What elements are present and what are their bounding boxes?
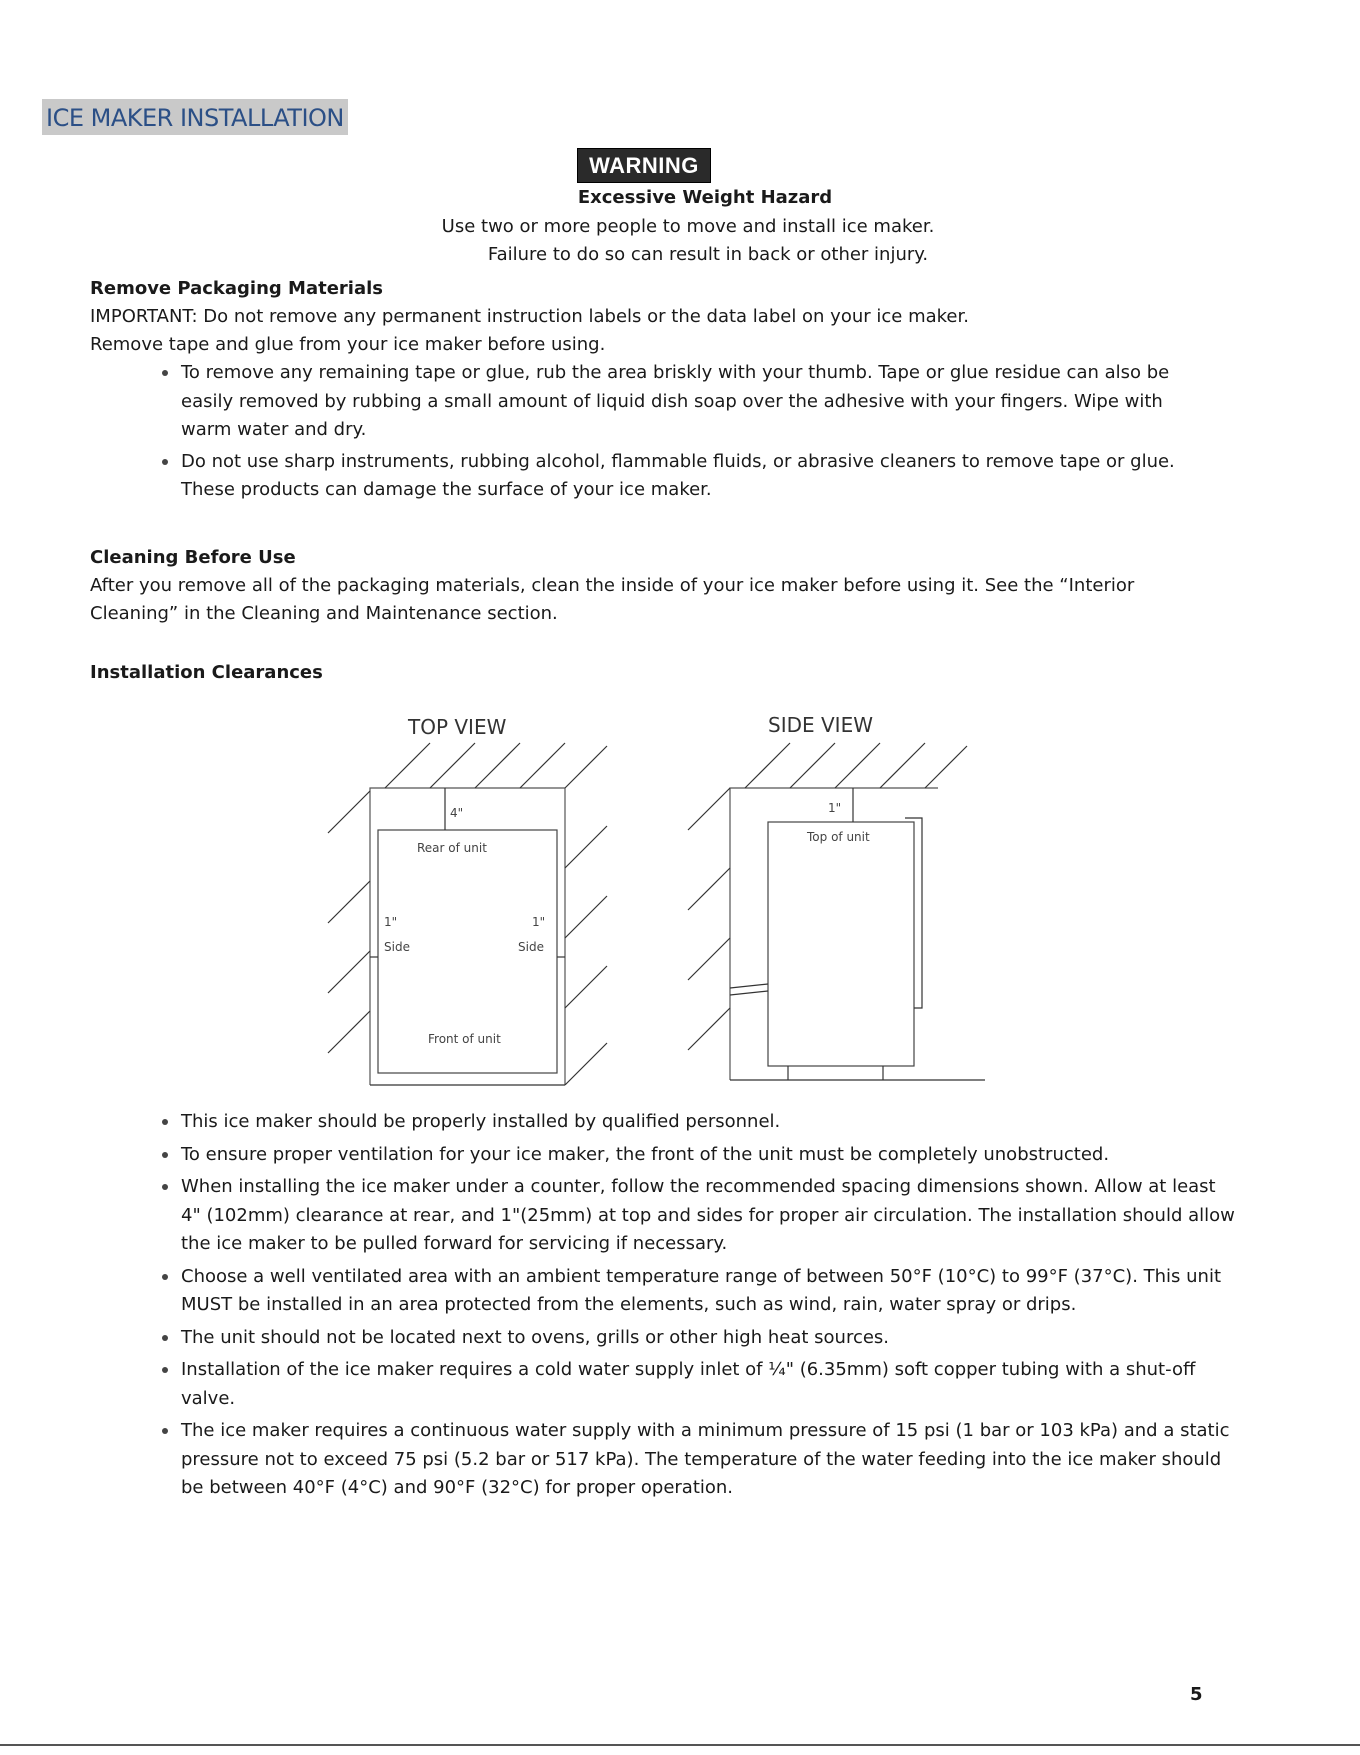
hazard-line-1: Use two or more people to move and install ice maker. xyxy=(441,216,935,237)
bottom-rule xyxy=(0,1744,1360,1746)
list-item: Installation of the ice maker requires a cold water supply inlet of ¼" (6.35mm) soft copper tubing with a shut-off valve. xyxy=(157,1356,1237,1413)
list-item: Do not use sharp instruments, rubbing alcohol, flammable fluids, or abrasive cleaners to remove tape or glue. These products can damage the surface of your ice maker. xyxy=(157,448,1217,505)
right-side-label: Side xyxy=(518,940,544,954)
remove-intro: Remove tape and glue from your ice maker before using. xyxy=(90,334,606,355)
side-view-drawing xyxy=(688,743,985,1080)
list-item: To remove any remaining tape or glue, rub the area briskly with your thumb. Tape or glue residue can also be easily removed by rubbing a small amount of liquid dish soap over the adhesive with your fingers. Wipe with warm water and dry. xyxy=(157,359,1217,445)
right-clearance-value: 1" xyxy=(532,915,546,929)
page-number: 5 xyxy=(1190,1684,1203,1705)
remove-packaging-heading: Remove Packaging Materials xyxy=(90,278,384,299)
side-view-title: SIDE VIEW xyxy=(768,713,873,737)
left-side-label: Side xyxy=(384,940,410,954)
cleaning-heading: Cleaning Before Use xyxy=(90,547,296,568)
rear-of-unit-label: Rear of unit xyxy=(417,841,487,855)
hazard-title: Excessive Weight Hazard xyxy=(577,187,833,208)
top-of-unit-label: Top of unit xyxy=(807,830,870,844)
list-item: The ice maker requires a continuous water supply with a minimum pressure of 15 psi (1 bar or 103 kPa) and a static pressure not to exceed 75 psi (5.2 bar or 517 kPa). The temperature of the water feeding into the ice maker should be between 40°F (4°C) and 90°F (32°C) for proper operation. xyxy=(157,1417,1237,1503)
list-item: To ensure proper ventilation for your ice maker, the front of the unit must be completely unobstructed. xyxy=(157,1141,1237,1170)
list-item: The unit should not be located next to ovens, grills or other high heat sources. xyxy=(157,1324,1237,1353)
hazard-line-2: Failure to do so can result in back or other injury. xyxy=(487,244,929,265)
clearance-bullets xyxy=(157,1108,1237,1507)
clearances-heading: Installation Clearances xyxy=(90,662,323,683)
left-clearance-value: 1" xyxy=(384,915,398,929)
warning-text: WARNING xyxy=(589,152,699,178)
important-note: IMPORTANT: Do not remove any permanent instruction labels or the data label on your ice maker. xyxy=(90,306,969,327)
list-item: Choose a well ventilated area with an ambient temperature range of between 50°F (10°C) to 99°F (37°C). This unit MUST be installed in an area protected from the elements, such as wind, rain, water spray or drips. xyxy=(157,1263,1237,1320)
list-item: When installing the ice maker under a counter, follow the recommended spacing dimensions shown. Allow at least 4" (102mm) clearance at rear, and 1"(25mm) at top and sides for proper air circulation. The installation should allow the ice maker to be pulled forward for servicing if necessary. xyxy=(157,1173,1237,1259)
list-item: This ice maker should be properly installed by qualified personnel. xyxy=(157,1108,1237,1137)
rear-clearance-value: 4" xyxy=(450,806,464,820)
top-clearance-value: 1" xyxy=(828,801,842,815)
section-title: ICE MAKER INSTALLATION xyxy=(42,99,348,135)
cleaning-text: After you remove all of the packaging materials, clean the inside of your ice maker before using it. See the “Interior Cleaning” in the Cleaning and Maintenance section. xyxy=(90,575,1135,624)
front-of-unit-label: Front of unit xyxy=(428,1032,501,1046)
top-view-title: TOP VIEW xyxy=(408,715,507,739)
